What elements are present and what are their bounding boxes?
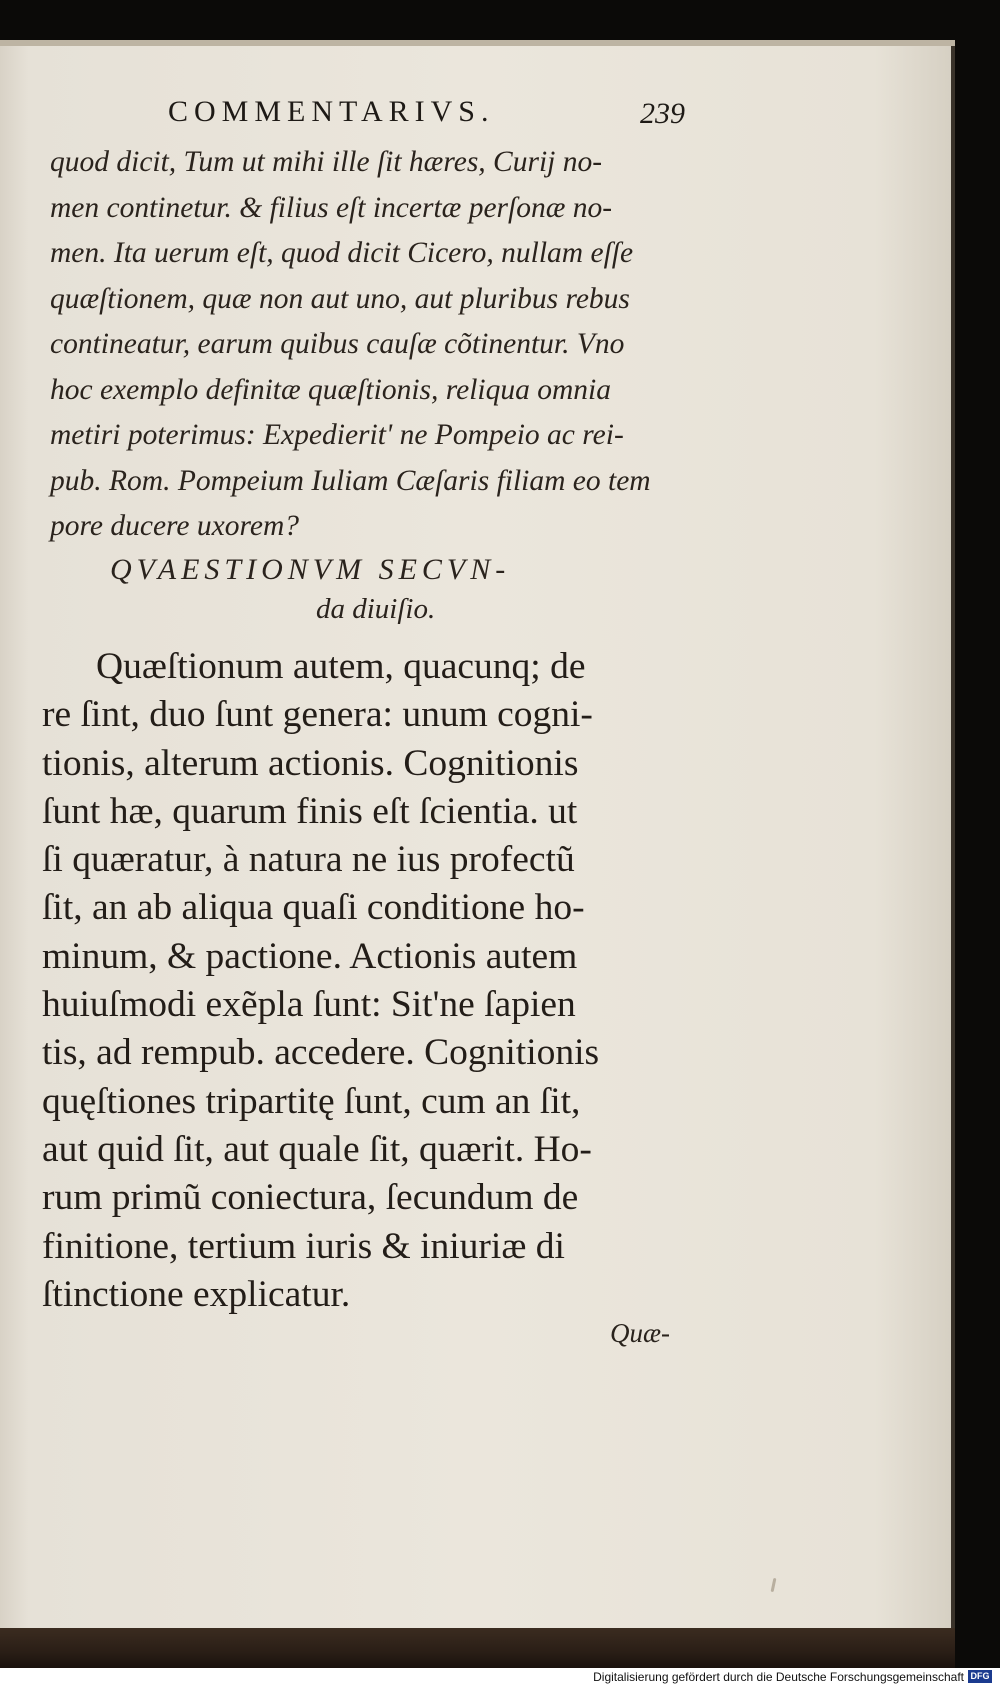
dfg-logo: DFG <box>968 1670 992 1683</box>
text-line: aut quid ſit, aut quale ſit, quærit. Ho- <box>42 1128 592 1170</box>
text-line: minum, & pactione. Actionis autem <box>42 935 578 977</box>
page-bottom-edge <box>0 1628 955 1668</box>
text-line: quęſtiones tripartitę ſunt, cum an ſit, <box>42 1080 581 1122</box>
text-line: pub. Rom. Pompeium Iuliam Cæſaris filiam eo tem <box>50 464 651 497</box>
text-line: finitione, tertium iuris & iniuriæ di <box>42 1225 565 1267</box>
text-line: re ſint, duo ſunt genera: unum cogni- <box>42 694 593 736</box>
page-number: 239 <box>640 97 685 130</box>
text-line: ſtinctione explicatur. <box>42 1273 351 1315</box>
text-line: men. Ita uerum eſt, quod dicit Cicero, nullam eſſe <box>50 237 634 269</box>
text-line: metiri poterimus: Expedierit' ne Pompeio ac rei- <box>50 419 624 451</box>
page-top-edge <box>0 40 955 46</box>
running-head <box>0 95 955 135</box>
section-heading: QVAESTIONVM SECVN- <box>110 553 511 586</box>
catchword: Quæ- <box>610 1318 670 1348</box>
text-line: pore ducere uxorem? <box>50 510 300 542</box>
text-line: tis, ad rempub. accedere. Cognitionis <box>42 1032 600 1074</box>
text-line: ſit, an ab aliqua quaſi conditione ho- <box>42 887 585 929</box>
body-paragraph <box>42 643 722 1319</box>
text-line: Quæſtionum autem, quacunq; de <box>96 646 586 687</box>
text-line: hoc exemplo definitæ quæſtionis, reliqua omnia <box>50 373 611 406</box>
italic-paragraph <box>50 140 700 550</box>
text-line: huiuſmodi exẽpla ſunt: Sit'ne ſapien <box>42 984 576 1026</box>
text-line: quod dicit, Tum ut mihi ille ſit hæres, Curij no- <box>50 146 603 178</box>
text-line: tionis, alterum actionis. Cognitionis <box>42 742 579 784</box>
footer-credit: Digitalisierung gefördert durch die Deutsche Forschungsgemeinschaft <box>593 1670 964 1684</box>
section-heading-continuation: da diuiſio. <box>316 593 436 625</box>
text-line: ſunt hæ, quarum finis eſt ſcientia. ut <box>42 790 578 832</box>
text-line: contineatur, earum quibus cauſæ cõtinentur. Vno <box>50 328 625 360</box>
text-line: ſi quæratur, à natura ne ius profectũ <box>42 839 575 881</box>
text-line: rum primũ coniectura, ſecundum de <box>42 1177 579 1219</box>
running-head-title: COMMENTARIVS. <box>168 95 495 128</box>
text-line: quæſtionem, quæ non aut uno, aut pluribus rebus <box>50 282 630 315</box>
text-line: men continetur. & filius eſt incertæ perſonæ no- <box>50 191 613 224</box>
